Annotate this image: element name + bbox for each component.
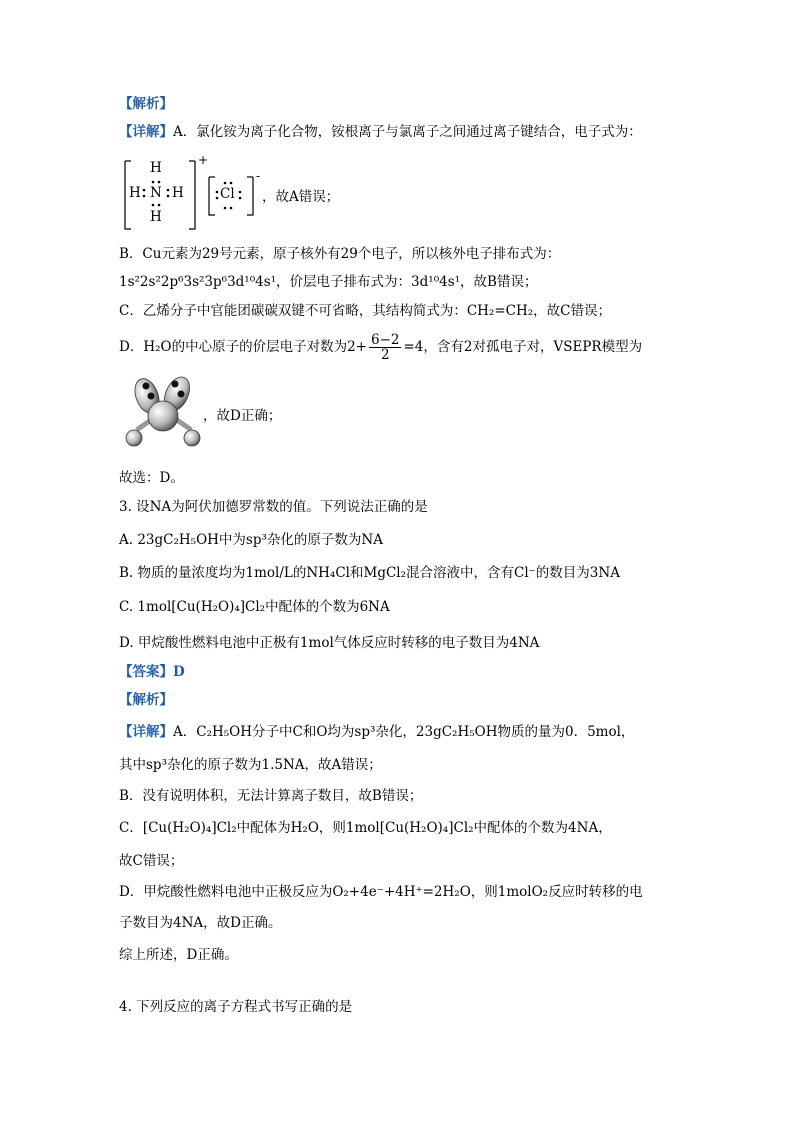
detail-d-tail: ，故D正确； (203, 408, 282, 424)
q3-summary: 综上所述，D正确。 (119, 947, 238, 963)
question-3-stem: 3. 设NA为阿伏加德罗常数的值。下列说法正确的是 (119, 499, 428, 515)
q3-detail-d1: D．甲烷酸性燃料电池中正极反应为O₂+4e⁻+4H⁺=2H₂O，则1molO₂反应时转移的电 (119, 884, 643, 900)
q3-detail-b: B．没有说明体积，无法计算离子数目，故B错误； (119, 788, 423, 804)
question-3-option-b: B. 物质的量浓度均为1mol/L的NH₄Cl和MgCl₂混合溶液中，含有Cl⁻的数目为3NA (119, 565, 620, 581)
question-3-option-d: D. 甲烷酸性燃料电池中正极有1mol气体反应时转移的电子数目为4NA (119, 635, 540, 651)
q3-detail-c1: C．[Cu(H₂O)₄]Cl₂中配体为H₂O，则1mol[Cu(H₂O)₄]Cl₂中配体的个数为4NA， (119, 820, 612, 836)
detail-d-post: =4，含有2对孤电子对，VSEPR模型为 (403, 339, 643, 355)
lewis-minus-charge: - (256, 169, 261, 183)
lewis-h-right: H (172, 185, 184, 201)
q3-detail-c2: 故C错误； (119, 853, 184, 869)
question-3-option-c: C. 1mol[Cu(H₂O)₄]Cl₂中配体的个数为6NA (119, 599, 390, 615)
lewis-cl: Cl (220, 186, 235, 202)
nh4cl-lewis-structure (119, 153, 340, 235)
choose-line: 故选：D。 (119, 470, 184, 486)
question-4-stem: 4. 下列反应的离子方程式书写正确的是 (119, 999, 353, 1015)
detail-d-line (119, 332, 642, 362)
fraction-numerator: 6−2 (370, 332, 400, 348)
detail-d-pre: D．H₂O的中心原子的价层电子对数为2+ (119, 339, 367, 355)
lewis-h-top: H (150, 160, 162, 176)
fraction (369, 333, 402, 362)
fraction-denominator: 2 (380, 347, 390, 363)
detail-b-line2: 1s²2s²2p⁶3s²3p⁶3d¹⁰4s¹，价层电子排布式为：3d¹⁰4s¹，故B错误； (119, 274, 538, 290)
q3-detail-d2: 子数目为4NA，故D正确。 (119, 915, 282, 931)
lewis-n: N (150, 185, 162, 201)
detail-label-q3: 【详解】 (119, 724, 173, 740)
q3-detail-a2: 其中sp³杂化的原子数为1.5NA，故A错误； (119, 757, 382, 773)
q3-detail-a1 (119, 722, 634, 742)
lewis-h-left: H (129, 185, 141, 201)
detail-a-tail: ，故A错误； (262, 189, 340, 205)
analysis-heading-q3: 【解析】 (119, 692, 173, 708)
lewis-h-bottom: H (150, 209, 162, 225)
detail-label: 【详解】 (119, 124, 173, 140)
question-3-option-a: A. 23gC₂H₅OH中为sp³杂化的原子数为NA (119, 532, 383, 548)
detail-a-text: A．氯化铵为离子化合物，铵根离子与氯离子之间通过离子键结合，电子式为： (173, 124, 642, 140)
answer-line: 【答案】D (119, 664, 185, 680)
detail-b-line1: B．Cu元素为29号元素，原子核外有29个电子，所以核外电子排布式为： (119, 246, 561, 262)
detail-a-line (119, 122, 642, 142)
lewis-plus-charge: + (198, 153, 209, 167)
vsepr-model-image (119, 374, 209, 454)
detail-c-line: C．乙烯分子中官能团碳碳双键不可省略，其结构简式为：CH₂=CH₂，故C错误； (119, 303, 611, 319)
q3-detail-a1-text: A．C₂H₅OH分子中C和O均为sp³杂化，23gC₂H₅OH物质的量为0．5mol， (173, 724, 635, 740)
analysis-heading: 【解析】 (119, 96, 173, 112)
